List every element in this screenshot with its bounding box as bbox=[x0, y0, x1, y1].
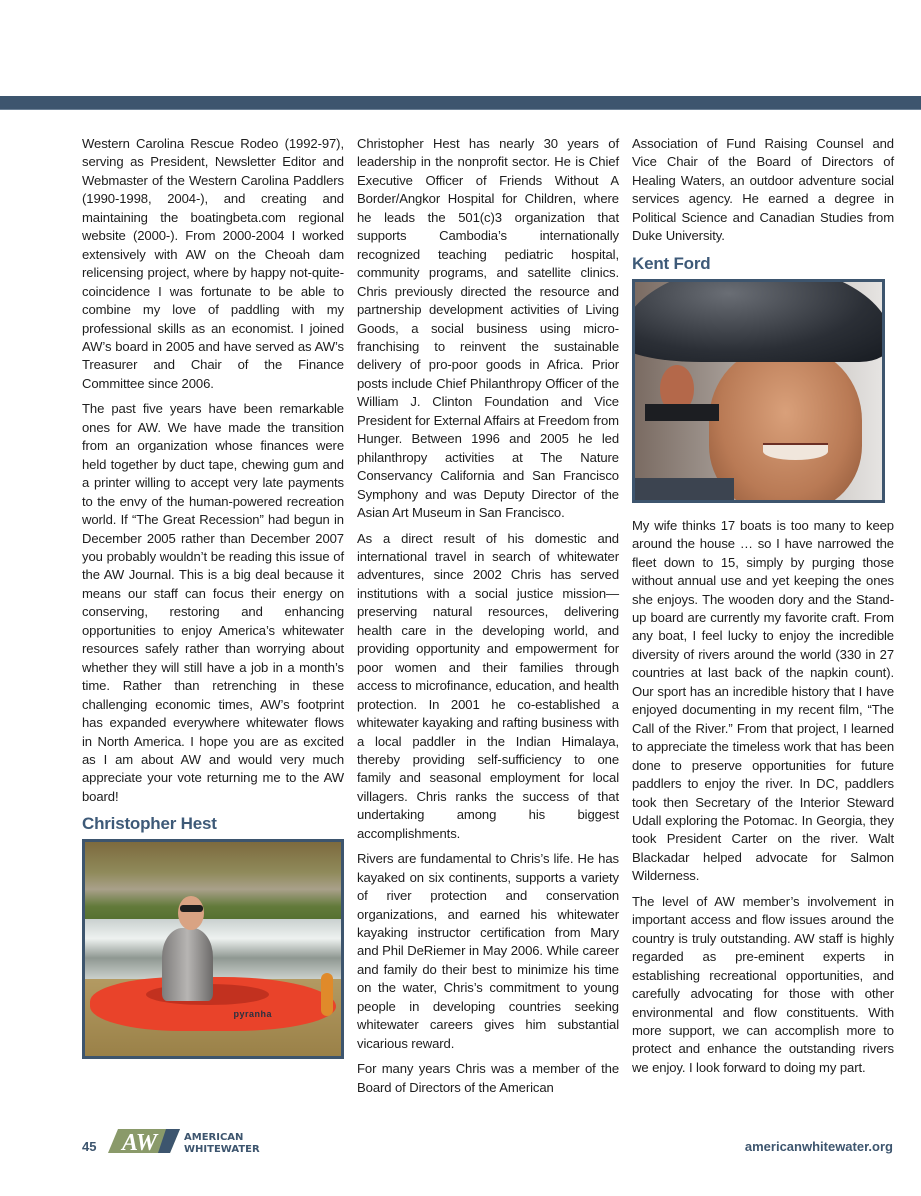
paragraph: As a direct result of his domestic and international travel in search of whitewater adventures, since 2002 Chris has served institutions with a social justice mission—preserving natural resources, delivering health care in the developing world, and providing opportunity and empowerment for poor women and their families through access to microfinance, education, and health protection. In 2001 he co-established a whitewater kayaking and rafting business with a local paddler in the Indian Himalaya, thereby providing self-sufficiency to one family and seasonal employment for local villagers. Chris ranks the success of that undertaking among his biggest accomplishments. bbox=[357, 530, 619, 841]
section-heading-kent-ford: Kent Ford bbox=[632, 253, 711, 273]
christopher-hest-photo bbox=[82, 839, 344, 1059]
paragraph: Rivers are fundamental to Chris’s life. He has kayaked on six continents, supports a variety of river protection and conservation organizations, and earned his whitewater kayaking instructor certification from Mary and Phil DeRiemer in May 2006. While career and family do their best to minimize his time on the water, Chris’s commitment to young people in developing countries seeking whitewater careers gives him substantial vicarious reward. bbox=[357, 851, 619, 1051]
paragraph: The past five years have been remarkable ones for AW. We have made the transition from an organization whose finances were held together by duct tape, chewing gum and a printer willing to accept very late payments to the envy of the human-powered recreation world. If “The Great Recession” had begun in December 2005 rather than December 2007 you probably wouldn’t be reading this issue of the AW Journal. This is a big deal because it means our staff can focus their energy on conserving, restoring and enhancing opportunities to enjoy America’s whitewater resources safely rather than worrying about whether they will still have a job in a month’s time. Rather than retrenching in these challenging economic times, AW’s footprint has expanded everywhere whitewater flows in North America. I hope you are as excited as I am about AW and would very much appreciate your vote returning me to the AW board! bbox=[82, 401, 344, 804]
photo-helmet bbox=[632, 279, 885, 363]
paragraph: The level of AW member’s involvement in important access and flow issues around the country is truly outstanding. AW staff is highly regarded as pre-eminent experts in establishing recreational opportunities, and carefully advocating for those with other environmental and flow constituents. With more support, we can accomplish more to protect and enhance the outstanding rivers we enjoy. I look forward to doing my part. bbox=[632, 893, 894, 1075]
column-1 bbox=[82, 135, 344, 1059]
photo-river-water bbox=[85, 919, 341, 983]
logo-text-american: AMERICAN bbox=[184, 1132, 244, 1143]
paragraph: Association of Fund Raising Counsel and Vice Chair of the Board of Directors of Healing Waters, an outdoor adventure social services agency. He earned a degree in Political Science and Canadian Studies from Duke University. bbox=[632, 136, 894, 244]
photo-collar bbox=[635, 478, 734, 500]
column-2 bbox=[357, 135, 619, 1104]
paragraph: Western Carolina Rescue Rodeo (1992-97), serving as President, Newsletter Editor and Webmaster of the Western Carolina Paddlers (1990-1998, 2004-), and creating and maintaining the boatingbeta.com regional website (2000-). From 2000-2004 I worked extensively with AW on the Cheoah dam relicensing project, where by happy not-quite-coincidence I was fortunate to be able to combine my love of paddling with my professional skills as an economist. I joined AW’s board in 2005 and have served as AW’s Treasurer and Chair of the Finance Committee since 2006. bbox=[82, 136, 344, 391]
header-band bbox=[0, 96, 921, 110]
kent-ford-photo bbox=[632, 279, 885, 503]
page-number: 45 bbox=[82, 1139, 97, 1154]
photo-person-body bbox=[162, 928, 213, 1001]
logo-text-whitewater: WHITEWATER bbox=[184, 1144, 260, 1155]
paragraph: Christopher Hest has nearly 30 years of leadership in the nonprofit sector. He is Chief Executive Officer of Friends Without A Border/Angkor Hospital for Children, where he leads the 501(c)3 organization that supports Cambodia’s internationally recognized teaching pediatric hospital, community programs, and satellite clinics. Chris previously directed the resource and partnership development activities of Living Goods, a social business using micro-franchising to reinvent the sustainable delivery of pro-poor goods in Africa. Prior posts include Chief Philanthropy Officer of the William J. Clinton Foundation and Vice President for External Affairs at Freedom from Hunger. Between 1996 and 2005 he led philanthropy activities at The Nature Conservancy California and San Francisco Symphony and was Deputy Director of the Asian Art Museum in San Francisco. bbox=[357, 136, 619, 521]
photo-sunglasses bbox=[180, 905, 203, 911]
photo-riverbank bbox=[85, 842, 341, 928]
paragraph: My wife thinks 17 boats is too many to keep around the house … so I have narrowed the fleet down to 15, simply by purging those without annual use and yet keeping the ones she enjoys. The wooden dory and the Stand-up board are currently my favorite craft. From any boat, I feel lucky to enjoy the incredible diversity of rivers around the world (330 in 27 countries at last back of the napkin count). Our sport has an incredible history that I have enjoyed documenting in my recent film, “The Call of the River.” From that project, I learned to appreciate the timeless work that has been done to preserve opportunities for future paddlers to enjoy the river. In DC, paddlers took then Secretary of the Interior Steward Udall exploring the Potomac. In Georgia, they took President Carter on the river. Walt Blackadar helped advocate for Salmon Wilderness. bbox=[632, 517, 894, 884]
photo-paddle bbox=[321, 973, 334, 1016]
paragraph: For many years Chris was a member of the Board of Directors of the American bbox=[357, 1061, 619, 1095]
logo-letters: AW bbox=[122, 1130, 158, 1155]
column-3 bbox=[632, 135, 894, 1084]
photo-kayak-brand: pyranha bbox=[233, 1008, 272, 1019]
section-heading-christopher-hest: Christopher Hest bbox=[82, 814, 217, 834]
photo-helmet-strap bbox=[645, 404, 719, 421]
american-whitewater-logo bbox=[108, 1127, 288, 1155]
photo-person-head bbox=[178, 896, 204, 930]
website-url: americanwhitewater.org bbox=[744, 1139, 893, 1154]
